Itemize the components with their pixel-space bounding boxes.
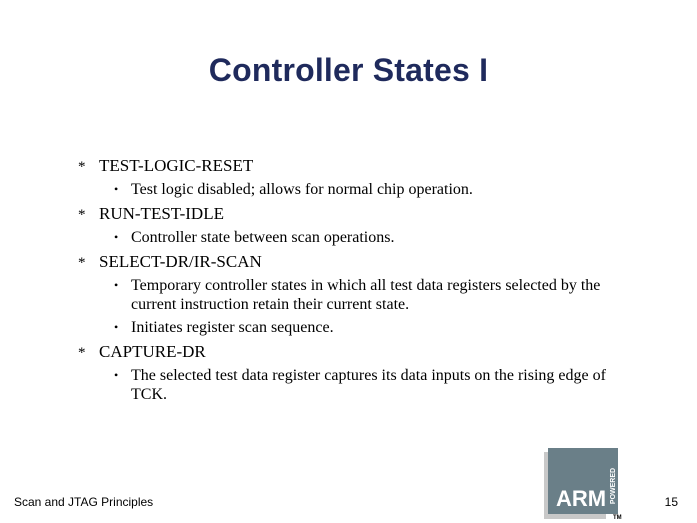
state-label: TEST-LOGIC-RESET: [99, 156, 254, 175]
logo-brand-text: ARM: [555, 486, 607, 511]
bullet-dot-icon: •: [114, 182, 119, 196]
state-description: The selected test data register captures its data inputs on the rising edge of TCK.: [131, 367, 606, 403]
trademark-mark: TM: [613, 515, 622, 521]
footer-title: Scan and JTAG Principles: [14, 495, 154, 509]
list-item: [78, 155, 638, 199]
bullet-dot-icon: •: [114, 278, 119, 292]
asterisk-marker: *: [78, 207, 86, 223]
asterisk-marker: *: [78, 345, 86, 361]
arm-powered-logo: [544, 448, 621, 519]
state-label: CAPTURE-DR: [99, 342, 206, 361]
asterisk-marker: *: [78, 159, 86, 175]
list-item: [78, 341, 638, 404]
logo-powered-text: POWERED: [610, 467, 617, 505]
state-description: Temporary controller states in which all test data registers selected by the current instruction retain their current state.: [131, 277, 601, 313]
bullet-dot-icon: •: [114, 230, 119, 244]
state-label: SELECT-DR/IR-SCAN: [99, 252, 262, 271]
state-description: Initiates register scan sequence.: [131, 319, 334, 336]
page-number: 15: [664, 495, 678, 509]
state-description: Controller state between scan operations.: [131, 229, 395, 246]
bullet-dot-icon: •: [114, 320, 119, 334]
list-item: [78, 203, 638, 247]
bullet-dot-icon: •: [114, 368, 119, 382]
bullet-list: [78, 155, 638, 408]
asterisk-marker: *: [78, 255, 86, 271]
slide-title: Controller States I: [208, 52, 489, 88]
state-label: RUN-TEST-IDLE: [99, 204, 224, 223]
list-item: [78, 251, 638, 337]
state-description: Test logic disabled; allows for normal chip operation.: [131, 181, 473, 198]
